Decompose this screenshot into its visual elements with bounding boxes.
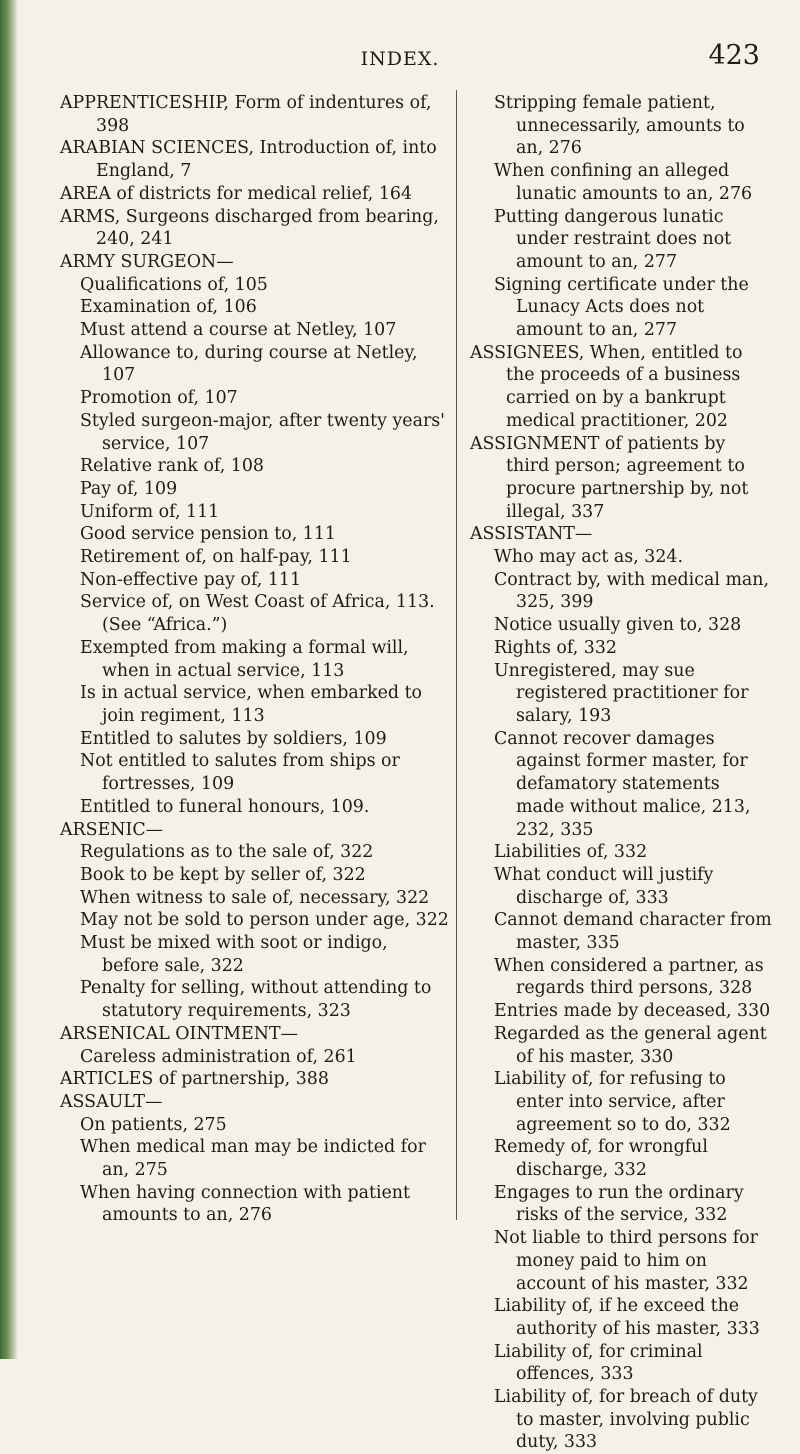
index-subentry: Styled surgeon-major, after twenty years' service, 107 (80, 410, 445, 454)
index-subentry: Entitled to funeral honours, 109. (80, 796, 370, 817)
index-subentry: When having connection with patient amounts to an, 276 (80, 1182, 410, 1226)
index-subentry: Good service pension to, 111 (80, 524, 336, 545)
index-subentry: Liability of, if he exceed the authority of his master, 333 (494, 1296, 760, 1339)
index-subentry: Cannot demand character from master, 335 (494, 910, 772, 954)
index-heading-entry: ARSENIC— (60, 819, 164, 840)
index-subentry: Putting dangerous lunatic under restraint does not amount to an, 277 (494, 206, 732, 272)
index-subentry: Unregistered, may sue registered practitioner for salary, 193 (494, 660, 749, 726)
index-heading-entry: ASSISTANT— (470, 524, 593, 545)
index-heading-entry: ARTICLES of partnership, 388 (60, 1069, 329, 1090)
index-subentry: Examination of, 106 (80, 297, 257, 318)
index-subentry: When considered a partner, as regards third persons, 328 (494, 955, 764, 999)
index-subentry: When witness to sale of, necessary, 322 (80, 887, 430, 908)
index-subentry: Penalty for selling, without attending to statutory requirements, 323 (80, 978, 432, 1022)
index-heading-entry: ARABIAN SCIENCES, Introduction of, into England, 7 (60, 138, 437, 182)
index-subentry: Qualifications of, 105 (80, 274, 268, 295)
index-subentry: Retirement of, on half-pay, 111 (80, 547, 352, 568)
index-subentry: Pay of, 109 (80, 478, 178, 499)
index-subentry: Regulations as to the sale of, 322 (80, 842, 374, 863)
index-subentry: Relative rank of, 108 (80, 456, 264, 477)
index-subentry: Not entitled to salutes from ships or fortresses, 109 (80, 751, 400, 795)
index-subentry: Contract by, with medical man, 325, 399 (494, 569, 770, 613)
index-subentry: Liabilities of, 332 (494, 842, 648, 863)
index-subentry: Uniform of, 111 (80, 501, 220, 522)
index-subentry: On patients, 275 (80, 1114, 227, 1135)
index-heading-entry: AREA of districts for medical relief, 164 (60, 183, 413, 204)
index-subentry: When confining an alleged lunatic amounts to an, 276 (494, 161, 753, 204)
index-subentry: Careless administration of, 261 (80, 1046, 357, 1067)
index-subentry: Book to be kept by seller of, 322 (80, 864, 366, 885)
index-subentry: Notice usually given to, 328 (494, 615, 742, 636)
index-subentry: Remedy of, for wrongful discharge, 332 (494, 1137, 708, 1181)
right-index-column (470, 92, 772, 1454)
index-subentry: Signing certificate under the Lunacy Acts does not amount to an, 277 (494, 274, 749, 341)
index-subentry: Must attend a course at Netley, 107 (80, 320, 397, 341)
left-index-column (60, 92, 450, 1227)
index-subentry: Must be mixed with soot or indigo, before sale, 322 (80, 933, 388, 976)
index-subentry: When medical man may be indicted for an, 275 (80, 1137, 426, 1181)
index-subentry: Cannot recover damages against former master, for defamatory statements made without malice, 213, 232, 335 (494, 728, 751, 840)
index-subentry: Liability of, for breach of duty to master, involving public duty, 333 (494, 1387, 758, 1453)
index-heading-entry: ARMY SURGEON— (60, 251, 234, 272)
index-subentry: Entries made by deceased, 330 (494, 1001, 771, 1022)
page-header-title: INDEX. (360, 48, 440, 70)
index-subentry: Regarded as the general agent of his master, 330 (494, 1023, 767, 1067)
index-subentry: Promotion of, 107 (80, 388, 238, 409)
index-subentry: Is in actual service, when embarked to join regiment, 113 (80, 683, 423, 726)
index-subentry: Allowance to, during course at Netley, 107 (80, 342, 418, 386)
page-number: 423 (708, 40, 760, 71)
index-heading-entry: ARMS, Surgeons discharged from bearing, 240, 241 (60, 206, 439, 250)
column-divider (456, 90, 457, 1220)
index-heading-entry: ASSIGNMENT of patients by third person; agreement to procure partnership by, not illegal, 337 (470, 433, 749, 522)
index-subentry: Service of, on West Coast of Africa, 113. (See “Africa.”) (80, 592, 435, 636)
index-subentry: Not liable to third persons for money paid to him on account of his master, 332 (494, 1228, 758, 1294)
index-subentry: Rights of, 332 (494, 637, 617, 658)
index-subentry: Who may act as, 324. (494, 547, 683, 568)
index-subentry: Liability of, for refusing to enter into service, after agreement so to do, 332 (494, 1069, 731, 1135)
index-heading-entry: APPRENTICESHIP, Form of indentures of, 398 (60, 93, 432, 136)
index-subentry: What conduct will justify discharge of, 333 (494, 864, 714, 908)
index-heading-entry: ASSAULT— (60, 1091, 163, 1112)
book-binding-edge (0, 0, 18, 1359)
index-heading-entry: ARSENICAL OINTMENT— (60, 1023, 298, 1044)
index-subentry: Entitled to salutes by soldiers, 109 (80, 728, 387, 749)
index-subentry: Engages to run the ordinary risks of the service, 332 (494, 1182, 744, 1226)
index-subentry: Non-effective pay of, 111 (80, 569, 302, 590)
index-heading-entry: ASSIGNEES, When, entitled to the proceeds of a business carried on by a bankrupt medical practitioner, 202 (470, 342, 743, 431)
index-subentry: Exempted from making a formal will, when in actual service, 113 (80, 637, 409, 681)
index-subentry: May not be sold to person under age, 322 (80, 910, 449, 931)
index-subentry: Liability of, for criminal offences, 333 (494, 1341, 703, 1385)
index-subentry: Stripping female patient, unnecessarily, amounts to an, 276 (494, 93, 745, 159)
